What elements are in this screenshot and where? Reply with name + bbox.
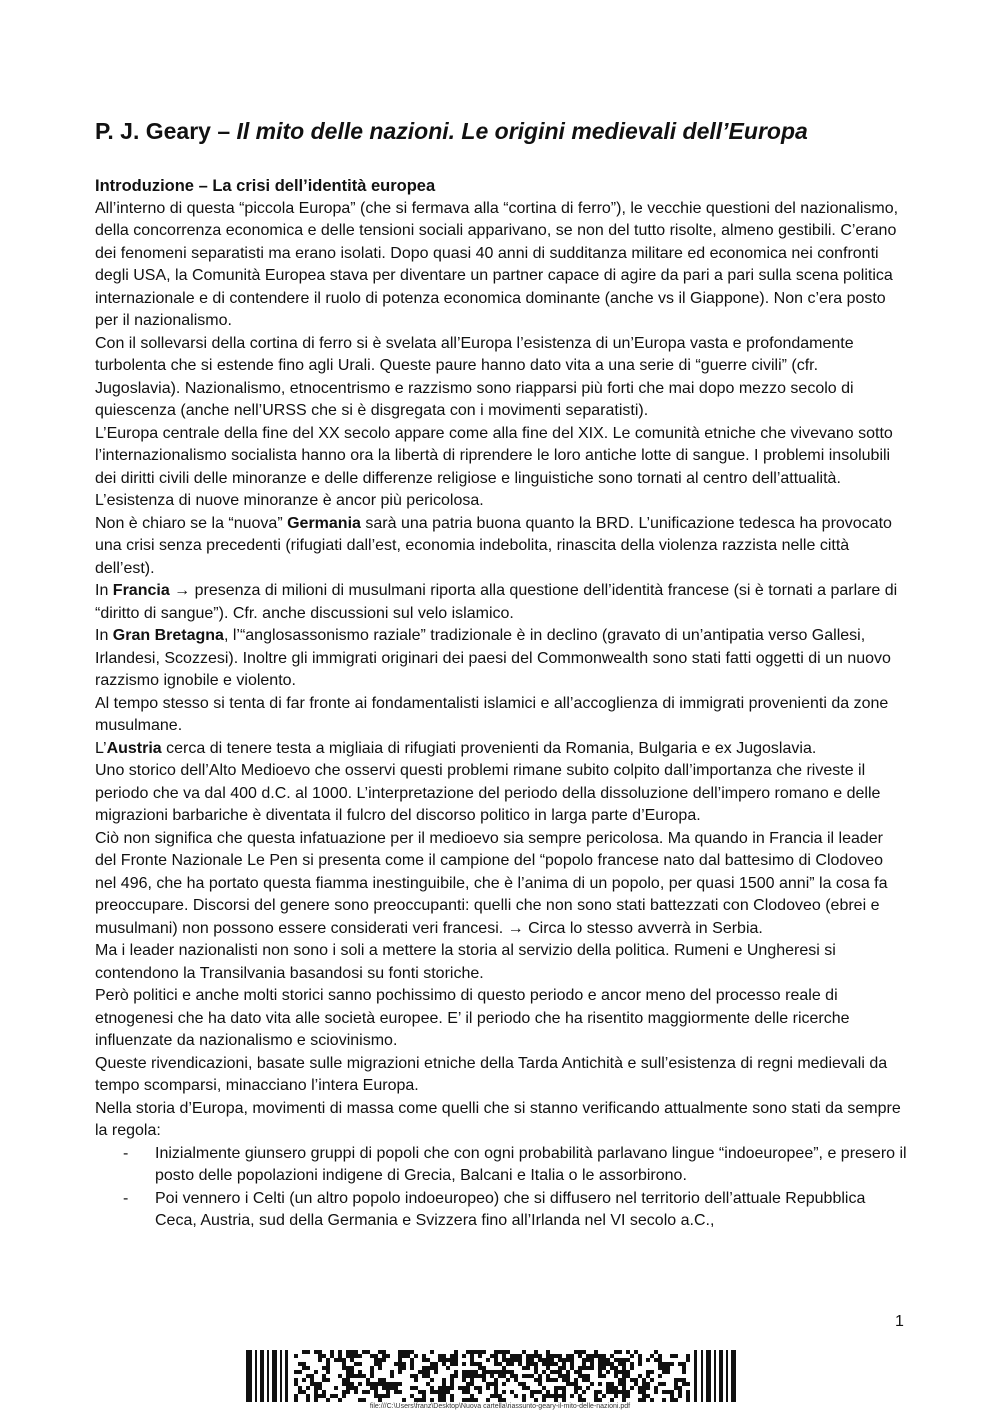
text-run: → presenza di milioni di musulmani riporta alla questione dell’identità francese (si è tornati a parlare di “diritto di sangue”). Cfr. anche discussioni sul velo islamico. [95,582,898,622]
paragraph: Ciò non significa che questa infatuazione per il medioevo sia sempre pericolosa. Ma quando in Francia il leader del Fronte Nazionale Le Pen si presenta come il campione del “popolo francese nato dal battesimo di Clodoveo nel 496, che ha portato questa fiamma inestinguibile, che è l’anima di un popolo, per quasi 1500 anni” la cosa fa preoccupare. Discorsi del genere sono preoccupanti: quelli che non sono stati battezzati con Clodoveo (ebrei e musulmani) non possono essere considerati veri francesi. → Circa lo stesso avverrà in Serbia. [95,829,888,937]
text-run: , l’“anglosassonismo raziale” tradizionale è in declino (gravato di un’antipatia verso Gallesi, Irlandesi, Scozzesi). Inoltre gli immigrati originari dei paesi del Commonwealth sono stati fatti oggetti di un nuovo razzismo ignobile e violento. [95,627,891,689]
paragraph: All’interno di questa “piccola Europa” (che si fermava alla “cortina di ferro”), le vecchie questioni del nazionalismo, della concorrenza economica e delle tensioni sociali apparivano, se non del tutto risolte, almeno gestibili. C’erano dei fenomeni separatisti ma erano isolati. Dopo quasi 40 anni di sudditanza militare ed economica nei confronti degli USA, la Comunità Europea stava per diventare un partner capace di agire da pari a pari sulla scena politica internazionale e di contendere il ruolo di potenza economica dominante (anche vs il Giappone). Non c’era posto per il nazionalismo. [95,199,899,329]
paragraph: L’Europa centrale della fine del XX secolo appare come alla fine del XIX. Le comunità etniche che vivevano sotto l’internazionalismo socialista hanno ora la libertà di riprendere le loro antiche lotte di sangue. I problemi insolubili dei diritti civili delle minoranze e delle differenze religiose e linguistiche sono tornati al centro dell’attualità. [95,424,893,487]
file-path: file:///C:\Users\franz\Desktop\Nuova cartella\riassunto-geary-il-mito-delle-nazioni.pdf [369,1403,631,1410]
text-run: sarà una patria buona quanto la BRD. L’unificazione tedesca ha provocato una crisi senza precedenti (rifugiati dall’est, economia indebolita, rinascita della violenza razzista nelle città dell’est). [95,514,892,577]
keyword-francia: Francia [112,582,170,599]
migration-list [95,1143,907,1233]
dash-bullet: - [123,1144,129,1162]
paragraph: Queste rivendicazioni, basate sulle migrazioni etniche della Tarda Antichità e sull’esistenza di regni medievali da tempo scomparsi, minacciano l’intera Europa. [95,1054,888,1094]
dash-bullet: - [123,1189,129,1207]
paragraph: Però politici e anche molti storici sanno pochissimo di questo periodo e ancor meno del processo reale di etnogenesi che ha dato vita alle società europee. E’ il periodo che ha risentito maggiormente delle ricerche influenzate da nazionalismo e sciovinismo. [95,987,850,1049]
paragraph-gran-bretagna [95,625,907,693]
list-item [95,1188,907,1233]
title-book: Il mito delle nazioni. Le origini medievali dell’Europa [236,118,808,144]
keyword-austria: Austria [106,739,162,757]
list-item-text: Poi vennero i Celti (un altro popolo indoeuropeo) che si diffusero nel territorio dell’attuale Repubblica Ceca, Austria, sud della Germania e Svizzera fino all’Irlanda nel VI secolo a.C., [155,1189,866,1229]
list-item [95,1143,907,1188]
paragraph: Al tempo stesso si tenta di far fronte ai fondamentalisti islamici e all’accoglienza di immigrati provenienti da zone musulmane. [95,694,889,734]
list-item-text: Inizialmente giunsero gruppi di popoli che con ogni probabilità parlavano lingue “indoeuropee”, e presero il posto delle popolazioni indigene di Grecia, Balcani e Italia o le assorbirono. [155,1144,907,1184]
page-number: 1 [895,1313,904,1330]
paragraph: Con il sollevarsi della cortina di ferro si è svelata all’Europa l’esistenza di un’Europa vasta e profondamente turbolenta che si estende fino agli Urali. Queste paure hanno dato vita a una serie di “guerre civili” (cfr. Jugoslavia). Nazionalismo, etnocentrismo e razzismo sono riapparsi più forti che mai dopo mezzo secolo di quiescenza (anche nell’URSS che si è disgregata con i movimenti separatisti). [95,334,854,419]
title-author: P. J. Geary – [95,118,237,144]
paragraph: Uno storico dell’Alto Medioevo che osservi questi problemi rimane subito colpito dall’importanza che riveste il periodo che va dal 400 d.C. al 1000. L’interpretazione del periodo della dissoluzione dell’impero romano e delle migrazioni barbariche è diventata il fulcro del discorso politico in larga parte d’Europa. [95,762,881,824]
paragraph-germania [95,513,907,581]
paragraph-francia [95,580,907,625]
text-run: cerca di tenere testa a migliaia di rifugiati provenienti da Romania, Bulgaria e ex Jugoslavia. [161,739,817,757]
text-run: Non è chiaro se la “nuova” [95,514,288,532]
text-run: L’ [95,739,107,757]
paragraph: L’esistenza di nuove minoranze è ancor più pericolosa. [95,492,484,509]
document-page [95,118,907,1233]
keyword-germania: Germania [287,514,361,532]
document-title [95,118,907,145]
keyword-gran-bretagna: Gran Bretagna [112,627,224,644]
paragraph: Ma i leader nazionalisti non sono i soli a mettere la storia al servizio della politica. Rumeni e Ungheresi si contendono la Transilvania basandosi su fonti storiche. [95,942,836,982]
paragraph-austria [95,738,907,761]
paragraph: Nella storia d’Europa, movimenti di massa come quelli che si stanno verificando attualmente sono stati da sempre la regola: [95,1099,901,1139]
barcode-image [246,1350,736,1402]
text-run: In [95,582,113,599]
section-title: Introduzione – La crisi dell’identità europea [95,177,436,195]
text-run: In [95,627,113,644]
